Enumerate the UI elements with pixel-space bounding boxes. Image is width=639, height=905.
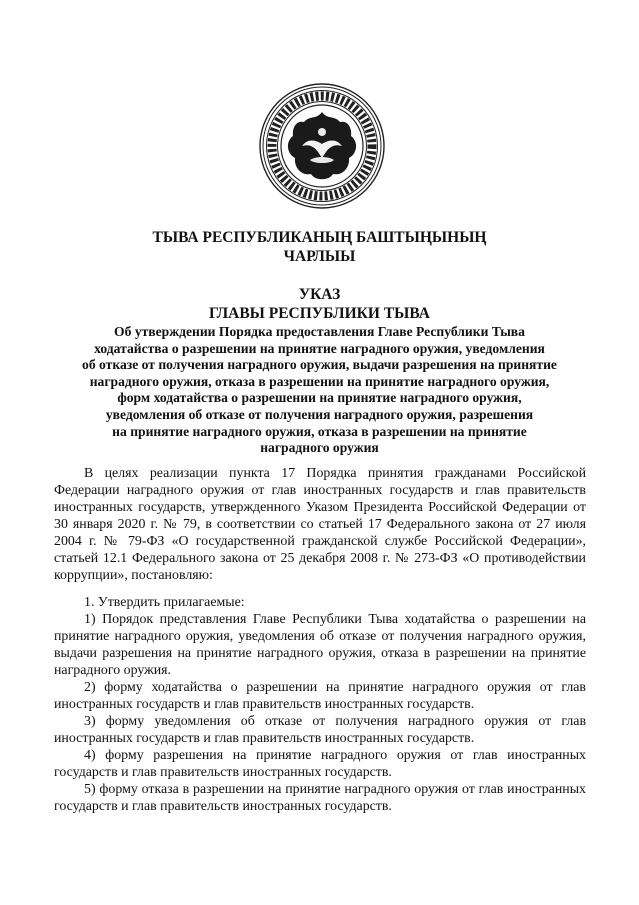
subclause-1: 1) Порядок представления Главе Республики Тыва ходатайства о разрешении на принятие наградного оружия, уведомления об отказе от получения наградного оружия, выдачи разрешения на принятие наградного оружия, отказа в разрешении на принятие наградного оружия.	[54, 612, 586, 678]
document-title	[0, 285, 639, 323]
subject-line: Об утверждении Порядка предоставления Главе Республики Тыва	[114, 324, 525, 339]
document-issuer: ГЛАВЫ РЕСПУБЛИКИ ТЫВА	[209, 305, 430, 322]
document-type: УКАЗ	[298, 286, 341, 303]
document-subject	[50, 324, 589, 457]
subject-line: наградного оружия, отказа в разрешении на принятие наградного оружия,	[89, 373, 550, 389]
subclause-3: 3) форму уведомления об отказе от получения наградного оружия от глав иностранных государств и глав правительств иностранных государств.	[54, 714, 586, 746]
subclause-5: 5) форму отказа в разрешении на принятие наградного оружия от глав иностранных государств и глав правительств иностранных государств.	[54, 782, 586, 814]
preamble-paragraph: В целях реализации пункта 17 Порядка принятия гражданами Российской Федерации наградного оружия от глав иностранных государств и глав правительств иностранных государств, утвержденного Указом Президента Российской Федерации от 30 января 2020 г. № 79, в соответствии со статьей 17 Федерального закона от 27 июля 2004 г. № 79-ФЗ «О государственной гражданской службе Российской Федерации», статьей 12.1 Федерального закона от 25 декабря 2008 г. № 273-ФЗ «О противодействии коррупции», постановляю:	[54, 466, 586, 583]
organization-title-line1: ТЫВА РЕСПУБЛИКАНЫҢ БАШТЫҢЫНЫҢ	[152, 229, 487, 246]
subject-line: уведомления об отказе от получения наградного оружия, разрешения	[105, 406, 534, 422]
organization-title	[0, 228, 639, 266]
subject-line: наградного оружия	[260, 440, 379, 456]
organization-title-line2: ЧАРЛЫЫ	[283, 248, 356, 265]
subject-line: на принятие наградного оружия, отказа в разрешении на принятие	[112, 423, 527, 439]
subject-line: форм ходатайства о разрешении на принятие наградного оружия,	[117, 390, 522, 406]
decree-body	[54, 465, 586, 815]
subclause-2: 2) форму ходатайства о разрешении на принятие наградного оружия от глав иностранных государств и глав правительств иностранных государств.	[54, 680, 586, 712]
subject-line: об отказе от получения наградного оружия, выдачи разрешения на принятие	[82, 357, 557, 373]
clause-1: 1. Утвердить прилагаемые:	[84, 595, 245, 610]
subclause-4: 4) форму разрешения на принятие наградного оружия от глав иностранных государств и глав правительств иностранных государств.	[54, 748, 586, 780]
subject-line: ходатайства о разрешении на принятие наградного оружия, уведомления	[94, 340, 545, 356]
tuva-emblem-icon	[258, 82, 386, 210]
